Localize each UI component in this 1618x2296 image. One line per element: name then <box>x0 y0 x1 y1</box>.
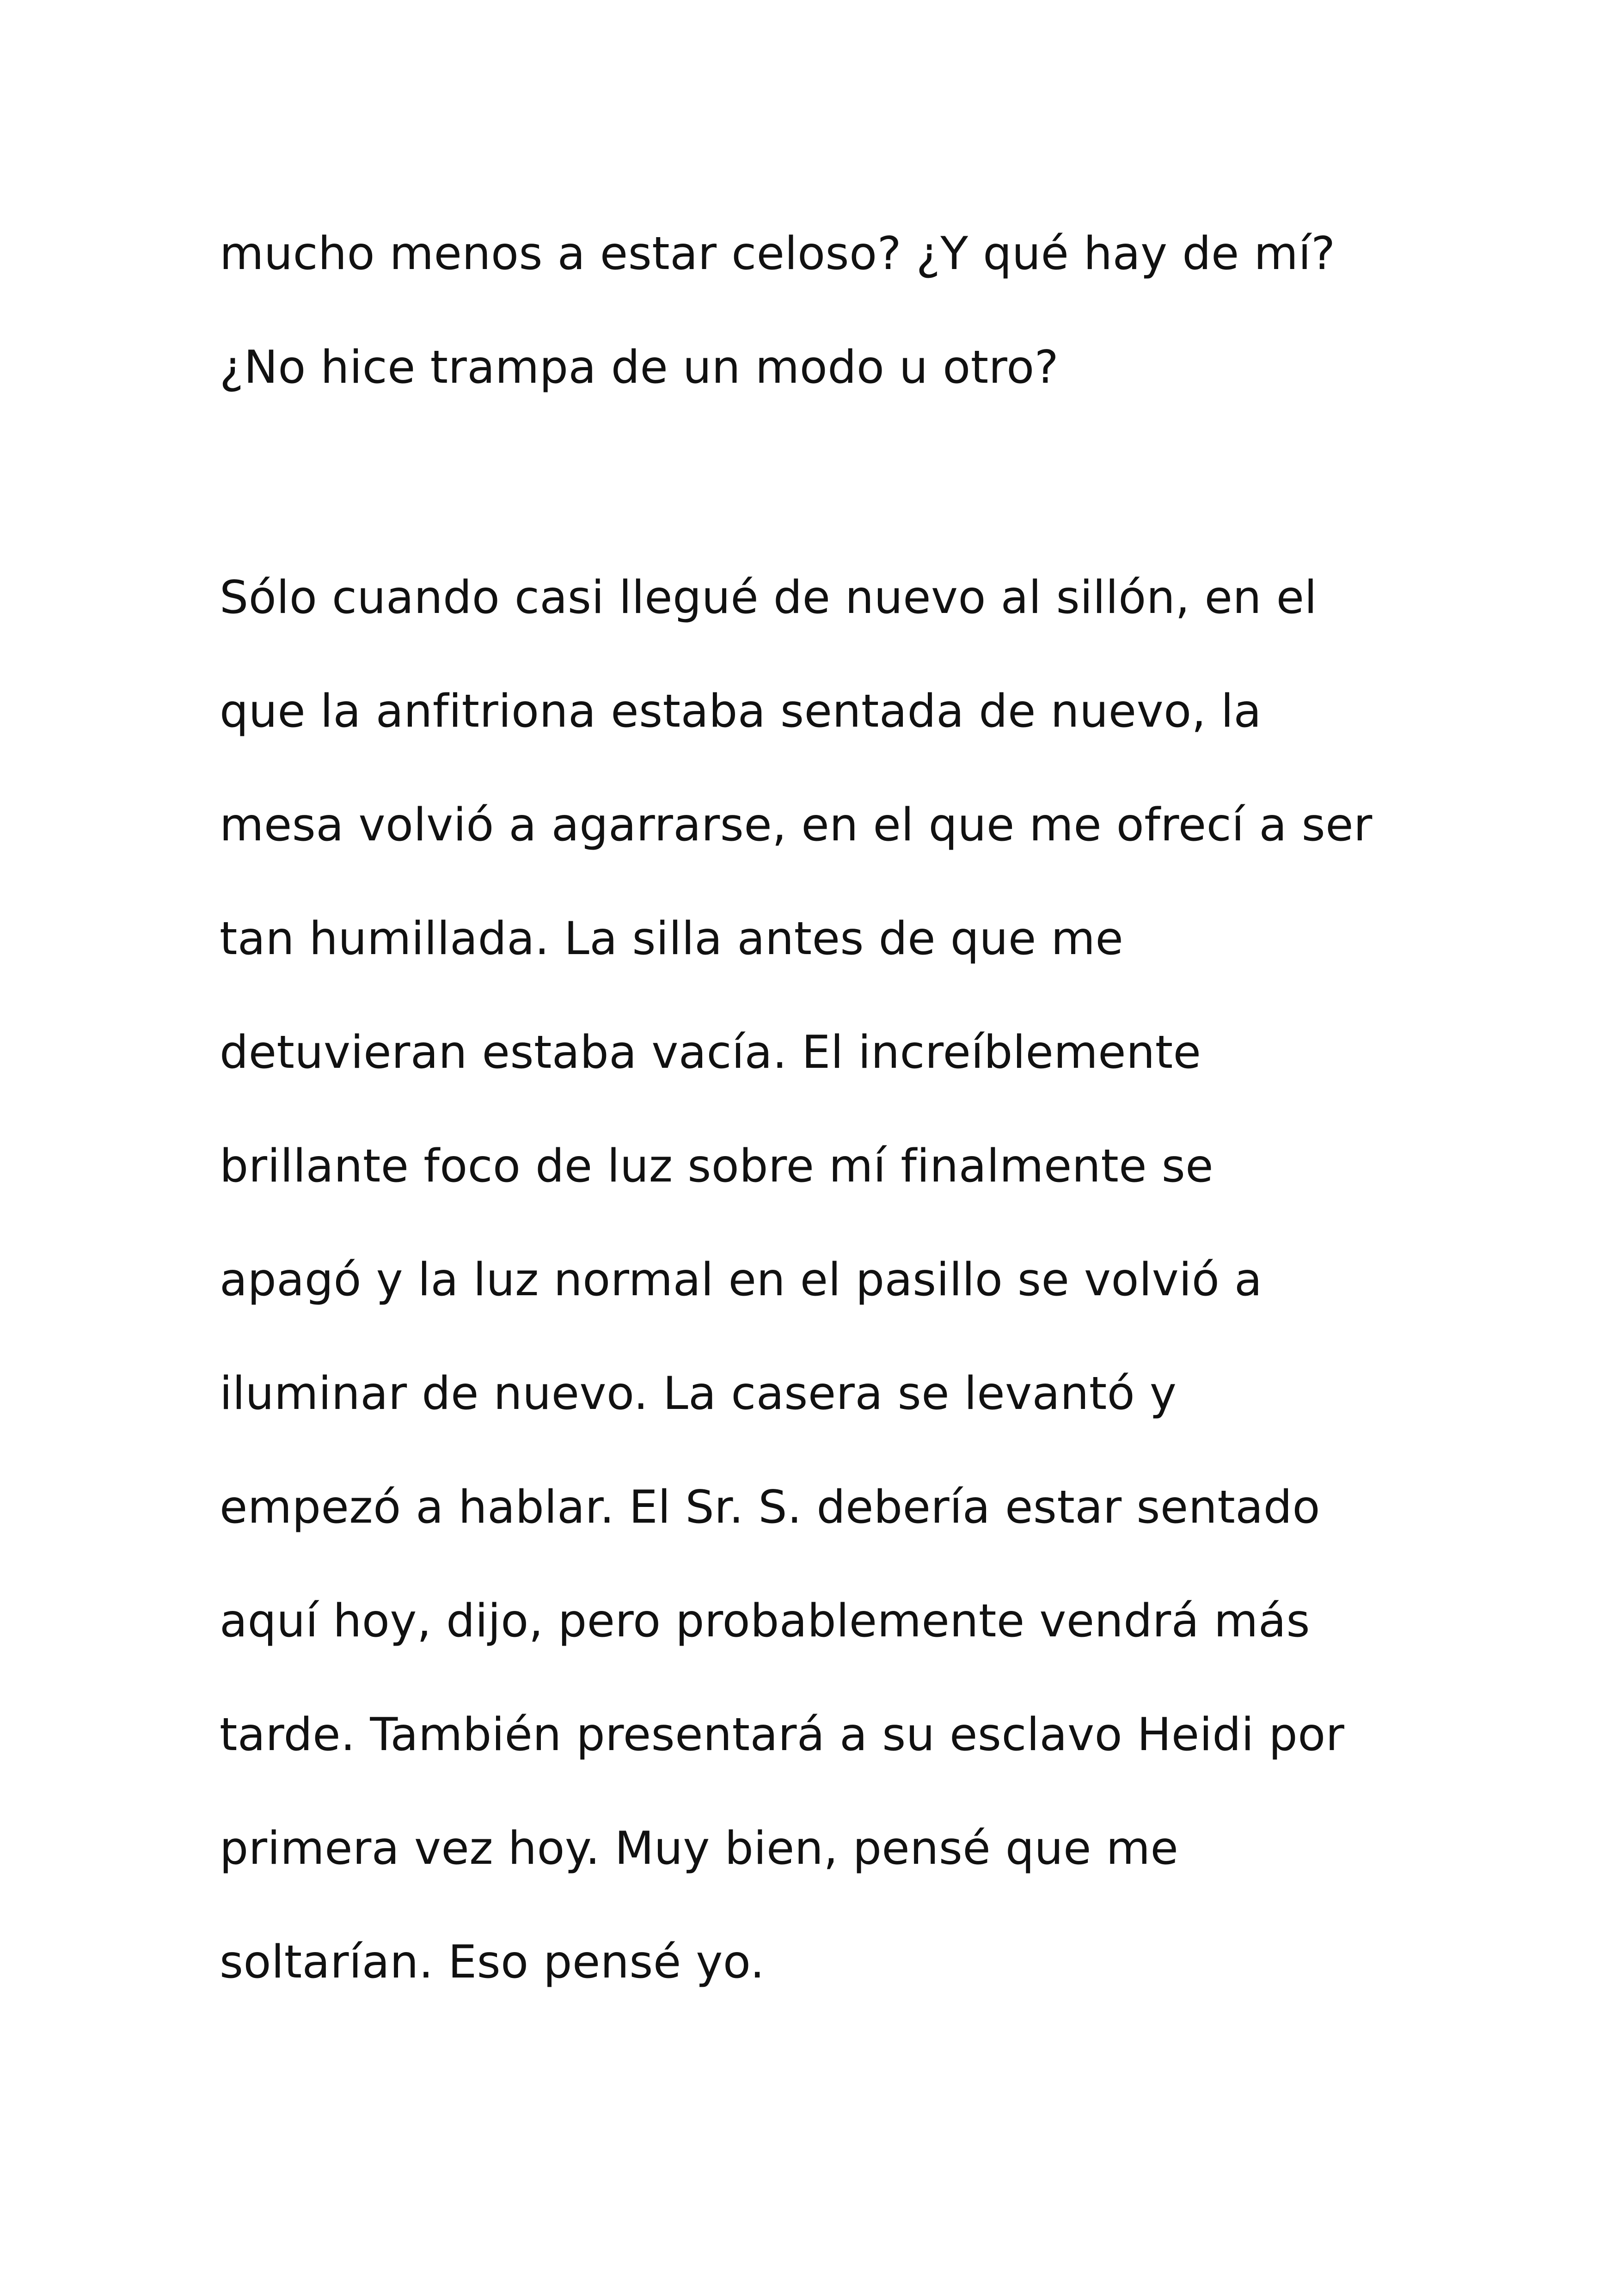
text-line: tarde. También presentará a su esclavo Heidi por <box>220 1708 1345 1761</box>
text-line: brillante foco de luz sobre mí finalmente se <box>220 1140 1214 1193</box>
text-line: aquí hoy, dijo, pero probablemente vendrá más <box>220 1595 1310 1647</box>
text-line: mucho menos a estar celoso? ¿Y qué hay de mí? <box>220 227 1336 280</box>
text-line: mesa volvió a agarrarse, en el que me ofrecí a ser <box>220 799 1373 851</box>
text-line: tan humillada. La silla antes de que me <box>220 912 1124 965</box>
paragraph-2 <box>220 541 1468 2019</box>
text-line: Sólo cuando casi llegué de nuevo al sillón, en el <box>220 571 1318 624</box>
text-line: soltarían. Eso pensé yo. <box>220 1936 765 1989</box>
text-line: apagó y la luz normal en el pasillo se volvió a <box>220 1254 1263 1306</box>
text-line: iluminar de nuevo. La casera se levantó y <box>220 1367 1177 1420</box>
text-line: empezó a hablar. El Sr. S. debería estar sentado <box>220 1481 1320 1534</box>
text-line: detuvieran estaba vacía. El increíblemente <box>220 1026 1201 1079</box>
text-line: ¿No hice trampa de un modo u otro? <box>220 341 1059 394</box>
paragraph-1 <box>220 197 1468 424</box>
text-line: que la anfitriona estaba sentada de nuevo, la <box>220 685 1262 738</box>
text-line: primera vez hoy. Muy bien, pensé que me <box>220 1822 1179 1875</box>
